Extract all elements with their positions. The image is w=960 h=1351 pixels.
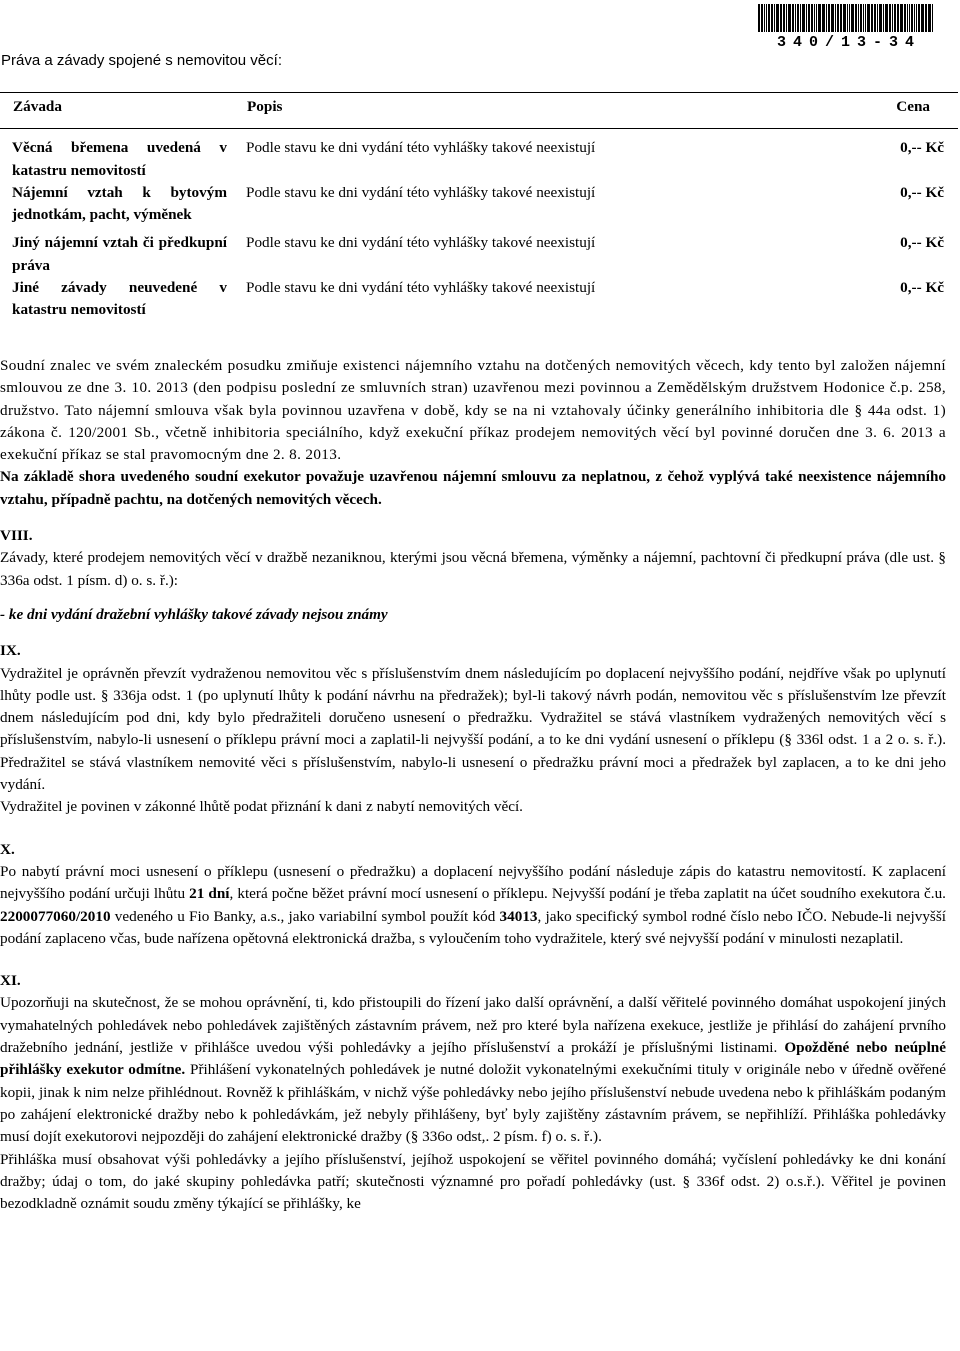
barcode-bar [783, 4, 785, 32]
barcode-bar [858, 4, 859, 32]
barcode-bar [860, 4, 862, 32]
intro-heading: Práva a závady spojené s nemovitou věcí: [1, 52, 282, 69]
section-xi-claim-requirements: Přihláška musí obsahovat výši pohledávky a jejího příslušenství, jejíhož uspokojení se věřitel povinného domáhá; vyčíslení pohledávky ke dni konání dražby; údaj o tom, do jaké skupiny pohledávka patří; skutečnosti významné pro pořadí pohledávky (ust. § 336f odst. 2) o.s.ř.). Věřitel je povinen bezodkladně oznámit soudu změny týkající se přihlášky, ke [0, 1150, 946, 1213]
barcode-bar [797, 4, 799, 32]
row-price-cell: 0,-- Kč [900, 234, 944, 252]
row-defect-cell: Nájemní vztah k bytovým jednotkám, pacht, výměnek [12, 183, 227, 224]
section-x-paragraph [0, 861, 946, 950]
late-claims-warning: Opožděné nebo neúplné přihlášky exekutor odmítne. [0, 1039, 946, 1079]
barcode-bar [889, 4, 891, 32]
barcode-bar [907, 4, 908, 32]
barcode-bar [835, 4, 836, 32]
barcode-bar [795, 4, 796, 32]
barcode-bar [808, 4, 810, 32]
column-header-description: Popis [229, 93, 788, 129]
row-defect-cell: Jiné závady neuvedené v katastru nemovitostí [12, 279, 227, 319]
section-viii-text: Závady, které prodejem nemovitých věcí v dražbě nezaniknou, kterými jsou věcná břemena, výměnky a nájemní, pachtovní či předkupní práva (dle ust. § 336a odst. 1 písm. d) o. s. ř.): [0, 549, 946, 589]
barcode-bar [847, 4, 848, 32]
table-row [0, 277, 958, 322]
barcode-bar [892, 4, 893, 32]
document-body [0, 355, 946, 1215]
barcode-bar [822, 4, 825, 32]
barcode-bar [894, 4, 896, 32]
row-description-cell: Podle stavu ke dni vydání této vyhlášky takové neexistují [246, 279, 596, 297]
section-ix-tax-note: Vydražitel je povinen v zákonné lhůtě podat přiznání k dani z nabytí nemovitých věcí. [0, 798, 523, 816]
section-heading-xi: XI. [0, 972, 21, 990]
barcode-bar [774, 4, 775, 32]
variable-symbol: 34013 [499, 907, 538, 925]
barcode-bar [828, 4, 830, 32]
section-x-text: , která počne běžet právní mocí usnesení o příklepu. Nejvyšší podání je třeba zaplatit na účet soudního exekutora č.u. [229, 885, 946, 903]
row-description-cell: Podle stavu ke dni vydání této vyhlášky takové neexistují [246, 183, 596, 201]
row-defect-cell: Jiný nájemní vztah či předkupní práva [12, 234, 227, 274]
barcode-bar [831, 4, 834, 32]
bank-account-number: 2200077060/2010 [0, 907, 111, 925]
barcode-bar [849, 4, 850, 32]
row-defect-cell: Věcná břemena uvedená v katastru nemovitostí [12, 139, 227, 179]
section-xi-text: Přihlášení vykonatelných pohledávek je nutné doložit vykonatelnými exekučními tituly v originále nebo v úředně ověřené kopii, jinak k nim nelze přihlédnout. Rovněž k přihláškám, v nichž výše pohledávky nebo jejího příslušenství nebude uvedena nebo k přihláškám podaným po zahájení elektronické dražby nebo k pohledávkám, jež nebyly přihlášeny, byť byly zajištěny zástavním právem, se nepřihlíží. Přihláška pohledávky musí dojít exekutorovi nejpozději do zahájení elektronické dražby (§ 336o odst,. 2 písm. f) o. s. ř.). [0, 1061, 946, 1146]
barcode-bar [897, 4, 899, 32]
row-price-cell: 0,-- Kč [900, 139, 944, 157]
barcode-bar [879, 4, 882, 32]
barcode-bar [921, 4, 924, 32]
barcode-bar [776, 4, 779, 32]
barcode-bar [932, 4, 933, 32]
barcode-bar [855, 4, 857, 32]
payment-deadline: 21 dní [189, 885, 230, 903]
barcode-bar [885, 4, 888, 32]
barcode-bar [911, 4, 913, 32]
barcode-bar [904, 4, 906, 32]
barcode-bar [900, 4, 903, 32]
barcode-bar [909, 4, 910, 32]
table-row [0, 232, 958, 277]
section-x-text: vedeného u Fio Banky, a.s., jako variabilní symbol použít kód [110, 907, 500, 925]
barcode-bar [837, 4, 839, 32]
section-heading-ix: IX. [0, 642, 21, 660]
section-viii-note: - ke dni vydání dražební vyhlášky takové závady nejsou známy [0, 605, 388, 623]
encumbrance-table [0, 92, 958, 322]
barcode-bar [806, 4, 807, 32]
barcode-bar [758, 4, 760, 32]
barcode-bar [928, 4, 931, 32]
barcode-bar [874, 4, 876, 32]
barcode-bar [814, 4, 815, 32]
document-barcode [758, 4, 940, 52]
barcode-bar [877, 4, 878, 32]
barcode-bar [914, 4, 915, 32]
column-header-defect: Závada [0, 93, 229, 129]
section-xi-paragraph [0, 992, 946, 1148]
barcode-bar [802, 4, 805, 32]
barcode-number: 340/13-34 [776, 34, 921, 51]
barcode-bar [843, 4, 846, 32]
barcode-bar [764, 4, 765, 32]
section-heading-viii: VIII. [0, 527, 33, 545]
barcode-bar [851, 4, 854, 32]
barcode-bar [863, 4, 864, 32]
barcode-bar [867, 4, 870, 32]
barcode-bar [811, 4, 813, 32]
section-x-text: , jako specifický symbol rodné číslo nebo IČO. Nebude-li nejvyšší podání zaplaceno včas, bude nařízena opětovná elektronická dražba, s vyloučením toho vydražitele, který své nejvyšší podání v minulosti nezaplatil. [0, 907, 946, 947]
barcode-bar [771, 4, 773, 32]
barcode-bar [786, 4, 787, 32]
barcode-bar [816, 4, 817, 32]
barcode-icon [758, 4, 940, 32]
barcode-bar [766, 4, 767, 32]
expert-conclusion: Na základě shora uvedeného soudní exekutor považuje uzavřenou nájemní smlouvu za neplatnou, z čehož vyplývá také neexistence nájemního vztahu, případně pachtu, na dotčených nemovitých věcech. [0, 468, 946, 508]
barcode-bar [761, 4, 763, 32]
barcode-bar [883, 4, 884, 32]
barcode-bar [792, 4, 794, 32]
barcode-bar [768, 4, 770, 32]
barcode-bar [800, 4, 801, 32]
barcode-bar [918, 4, 920, 32]
barcode-bar [916, 4, 917, 32]
barcode-bar [925, 4, 927, 32]
column-header-price: Cena [788, 93, 958, 129]
table-row [0, 129, 958, 182]
row-price-cell: 0,-- Kč [900, 183, 944, 201]
row-description-cell: Podle stavu ke dni vydání této vyhlášky takové neexistují [246, 139, 596, 157]
section-xi-text: Upozorňuji na skutečnost, že se mohou oprávnění, ti, kdo přistoupili do řízení jako další oprávnění, a další věřitelé povinného domáhat uspokojení jiných vymahatelných pohledávek nebo pohledávek zajištěných zástavním právem, než pro které byla nařízena exekuce, jestliže je přihlásí do zahájení prvního dražebního jednání, jestliže v přihlášce uvedou výši pohledávky a jejího příslušenství a prokáží je příslušnými listinami. [0, 994, 946, 1057]
section-heading-x: X. [0, 840, 15, 858]
section-x-text: Po nabytí právní moci usnesení o příklepu (usnesení o předražku) a doplacení nejvyššího podání následuje zápis do katastru nemovitostí. K zaplacení nejvyššího podání určuji lhůtu [0, 862, 946, 903]
expert-paragraph: Soudní znalec ve svém znaleckém posudku zmiňuje existenci nájemního vztahu na dotčených nemovitých věcech, kdy tento byl založen nájemní smlouvou ze dne 3. 10. 2013 (den podpisu poslední ze smluvních stran) uzavřenou mezi povinnou a Zemědělským družstvem Hodonice č.p. 258, družstvo. Tato nájemní smlouva však byla povinnou uzavřena v době, kdy se na ni vztahovaly účinky generálního inhibitoria dle § 44a odst. 1) zákona č. 120/2001 Sb., včetně inhibitoria speciálního, když exekuční příkaz prodejem nemovitých věcí byl povinné doručen dne 3. 6. 2013 a exekuční příkaz se stal pravomocným dne 2. 8. 2013. [0, 357, 946, 464]
table-row [0, 182, 958, 233]
barcode-bar [865, 4, 866, 32]
barcode-bar [826, 4, 827, 32]
barcode-bar [780, 4, 782, 32]
barcode-bar [871, 4, 873, 32]
section-ix-paragraph: Vydražitel je oprávněn převzít vydraženou nemovitou věc s příslušenstvím dnem následujícím po doplacení nejvyššího podání, nejdříve však po uplynutí lhůty podle ust. § 336ja odst. 1 (po uplynutí lhůty k podání návrhu na předražek); byl-li takový návrh podán, nemovitou věc s příslušenstvím lze převzít dnem následujícím pod dni, kdy bylo předražiteli doručeno usnesení o předražku. Vydražitel se stává vlastníkem vydražených nemovitých věcí s příslušenstvím, nabylo-li usnesení o příklepu právní moci a zaplatil-li nejvyšší podání, a to ke dni vydání usnesení o příklepu (§ 336l odst. 1 a 2 o. s. ř.). Předražitel se stává vlastníkem nemovité věci s příslušenstvím, nabylo-li usnesení o předražku právní moci a předražek byl zaplacen, a to ke dni jeho vydání. [0, 664, 946, 794]
barcode-bar [840, 4, 842, 32]
table-header-row [0, 93, 958, 129]
row-price-cell: 0,-- Kč [900, 279, 944, 297]
barcode-bar [818, 4, 821, 32]
row-description-cell: Podle stavu ke dni vydání této vyhlášky takové neexistují [246, 234, 596, 252]
barcode-bar [788, 4, 791, 32]
